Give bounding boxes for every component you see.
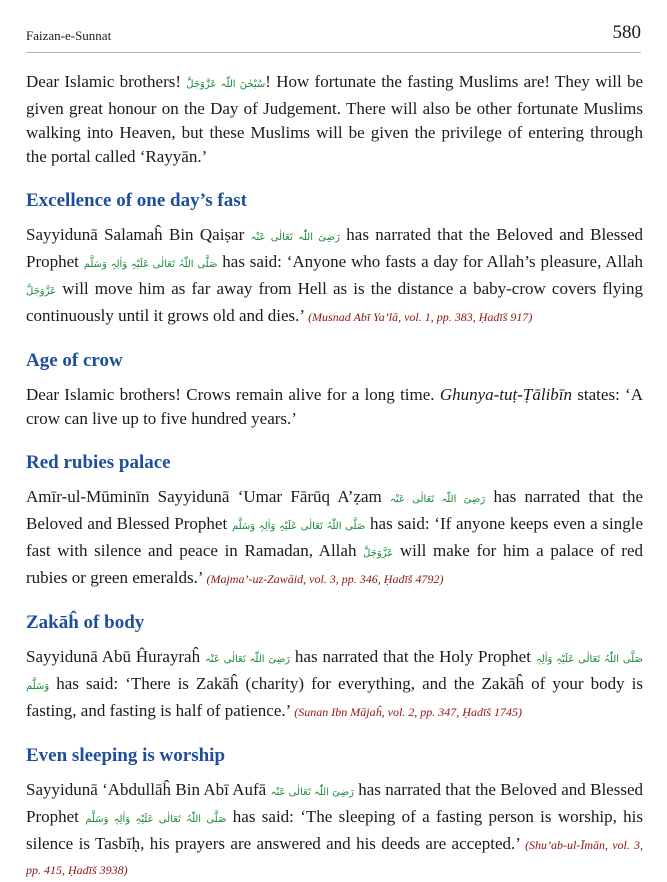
section-heading-age-of-crow: Age of crow	[26, 350, 123, 371]
arabic-honorific: صَلَّی اللّٰہُ تَعَالٰی عَلَیْہِ وَاٰلِہٖ وَسَلَّم	[231, 521, 366, 532]
arabic-honorific: صَلَّی اللّٰہُ تَعَالٰی عَلَیْہِ وَاٰلِہٖ وَسَلَّم	[85, 814, 227, 825]
section-heading-zakah: Zakāĥ of body	[26, 612, 145, 633]
arabic-honorific: رَضِیَ اللّٰہ تَعَالٰی عَنْہ	[270, 787, 354, 798]
hadith-reference: (Shu’ab-ul-Īmān, vol. 3, pp. 415, Ḥadīš 3938)	[26, 838, 643, 877]
section-paragraph-zakah: Sayyidunā Abū Ĥurayraĥ رَضِیَ اللّٰہ تَعَالٰی عَنْہ has narrated that the Holy Prophet صَلَّی اللّٰہُ تَعَالٰی عَلَیْہِ وَاٰلِہٖ وَسَلَّم has said: ‘There is Zakāĥ (charity) for everything, and the Zakāĥ of your body is fasting, and fasting is half of patience.’ (Sunan Ibn Mājaĥ, vol. 2, pp. 347, Ḥadīš 1745)	[26, 647, 643, 720]
hadith-reference: (Majma’-uz-Zawāid, vol. 3, pp. 346, Ḥadīš 4792)	[206, 572, 444, 586]
book-title: Faizan-e-Sunnat	[26, 28, 112, 43]
arabic-honorific: رَضِیَ اللّٰہ تَعَالٰی عَنْہ	[250, 232, 340, 243]
page-header	[26, 22, 641, 53]
arabic-honorific: عَزَّوَجَلَّ	[363, 548, 394, 559]
intro-paragraph: Dear Islamic brothers! سُبْحٰنَ اللّٰہ عَزَّوَجَلَّ! How fortunate the fasting Muslims are! They will be given great honour on the Day of Judgement. There will also be other fortunate Muslims walking into Heaven, but these Muslims will be given the privilege of entering through the portal called ‘Rayyān.’	[26, 72, 644, 166]
section-heading-sleeping-worship: Even sleeping is worship	[26, 745, 226, 766]
section-paragraph-excellence: Sayyidunā Salamaĥ Bin Qaiṣar رَضِیَ اللّٰہ تَعَالٰی عَنْہ has narrated that the Beloved and Blessed Prophet صَلَّی اللّٰہُ تَعَالٰی عَلَیْہِ وَاٰلِہٖ وَسَلَّم has said: ‘Anyone who fasts a day for Allah’s pleasure, Allah عَزَّوَجَلَّ will move him as far away from Hell as is the distance a baby-crow covers flying continuously until it grows old and dies.’ (Musnad Abī Ya’lā, vol. 1, pp. 383, Ḥadīš 917)	[26, 225, 644, 325]
arabic-honorific: عَزَّوَجَلَّ	[26, 286, 57, 297]
page-number: 580	[612, 22, 641, 43]
section-heading-red-rubies: Red rubies palace	[26, 452, 171, 473]
hadith-reference: (Sunan Ibn Mājaĥ, vol. 2, pp. 347, Ḥadīš 1745)	[294, 705, 522, 719]
hadith-reference: (Musnad Abī Ya’lā, vol. 1, pp. 383, Ḥadīš 917)	[308, 310, 533, 324]
arabic-honorific: صَلَّی اللّٰہُ تَعَالٰی عَلَیْہِ وَاٰلِہٖ وَسَلَّم	[83, 259, 218, 270]
section-paragraph-age-of-crow: Dear Islamic brothers! Crows remain alive for a long time. Ghunya-tuṭ-Ṭālibīn states: ‘A crow can live up to five hundred years.’	[26, 385, 643, 428]
page-content	[26, 70, 643, 882]
arabic-honorific: رَضِیَ اللّٰہ تَعَالٰی عَنْہ	[390, 494, 486, 505]
section-heading-excellence: Excellence of one day’s fast	[26, 190, 247, 211]
section-paragraph-sleeping-worship: Sayyidunā ‘Abdullāĥ Bin Abī Aufā رَضِیَ اللّٰہ تَعَالٰی عَنْہ has narrated that the Beloved and Blessed Prophet صَلَّی اللّٰہُ تَعَالٰی عَلَیْہِ وَاٰلِہٖ وَسَلَّم has said: ‘The sleeping of a fasting person is worship, his silence is Tasbīḥ, his prayers are answered and his deeds are accepted.’ (Shu’ab-ul-Īmān, vol. 3, pp. 415, Ḥadīš 3938)	[26, 780, 644, 877]
arabic-honorific: سُبْحٰنَ اللّٰہ عَزَّوَجَلَّ	[186, 79, 266, 90]
arabic-honorific: صَلَّی اللّٰہُ تَعَالٰی عَلَیْہِ وَاٰلِہٖ وَسَلَّم	[26, 654, 643, 692]
section-paragraph-red-rubies: Amīr-ul-Mūminīn Sayyidunā ‘Umar Fārūq A’ẓam رَضِیَ اللّٰہ تَعَالٰی عَنْہ has narrated that the Beloved and Blessed Prophet صَلَّی اللّٰہُ تَعَالٰی عَلَیْہِ وَاٰلِہٖ وَسَلَّم has said: ‘If anyone keeps even a single fast with silence and peace in Ramadan, Allah عَزَّوَجَلَّ will make for him a palace of red rubies or green emeralds.’ (Majma’-uz-Zawāid, vol. 3, pp. 346, Ḥadīš 4792)	[26, 487, 644, 587]
arabic-honorific: رَضِیَ اللّٰہ تَعَالٰی عَنْہ	[205, 654, 291, 665]
book-citation: Ghunya-tuṭ-Ṭālibīn	[439, 385, 573, 404]
